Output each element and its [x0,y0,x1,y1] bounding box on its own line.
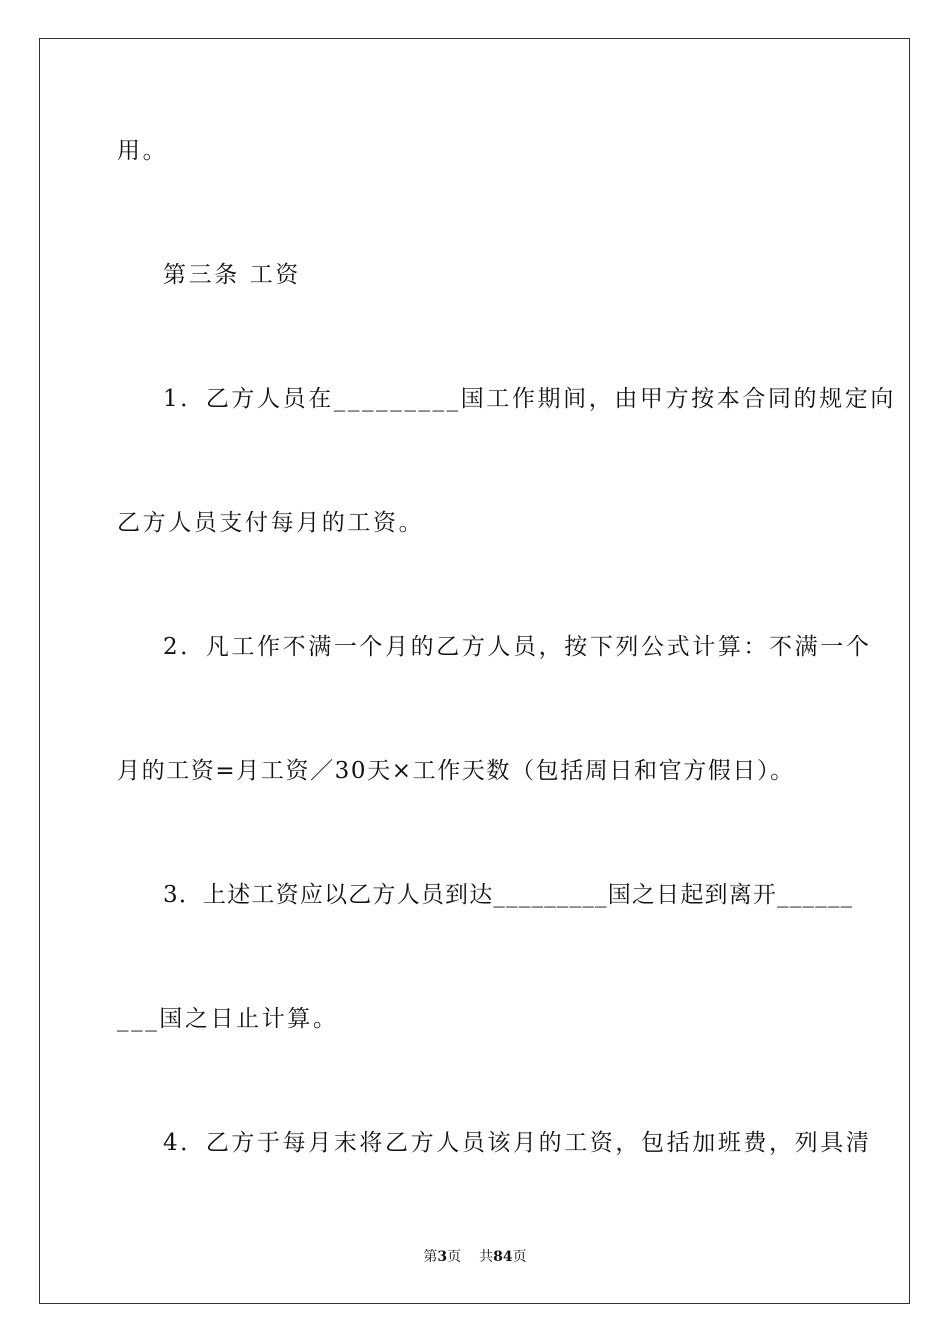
clause-3-line-2: ___国之日止计算。 [117,1006,339,1032]
clause-2-line-2: 月的工资=月工资／30天×工作天数（包括周日和官方假日）。 [117,758,795,784]
clause-1-line-2: 乙方人员支付每月的工资。 [117,510,425,536]
clause-1-line-1: 1．乙方人员在_________国工作期间，由甲方按本合同的规定向 [163,386,896,412]
total-prefix: 共 [479,1249,494,1265]
page-prefix: 第 [423,1249,438,1265]
page-border [39,38,910,1304]
clause-2-line-1: 2．凡工作不满一个月的乙方人员，按下列公式计算：不满一个 [163,634,872,660]
page-number: 3 [437,1249,448,1265]
total-suffix: 页 [512,1249,527,1265]
article-heading: 第三条 工资 [163,262,301,288]
text-line-continuation: 用。 [117,138,169,164]
clause-4-line-1: 4．乙方于每月末将乙方人员该月的工资，包括加班费，列具清 [163,1130,872,1156]
page-footer [0,1248,950,1266]
page-suffix: 页 [447,1249,462,1265]
total-pages: 84 [493,1249,513,1265]
clause-3-line-1: 3．上述工资应以乙方人员到达_________国之日起到离开______ [163,882,854,908]
